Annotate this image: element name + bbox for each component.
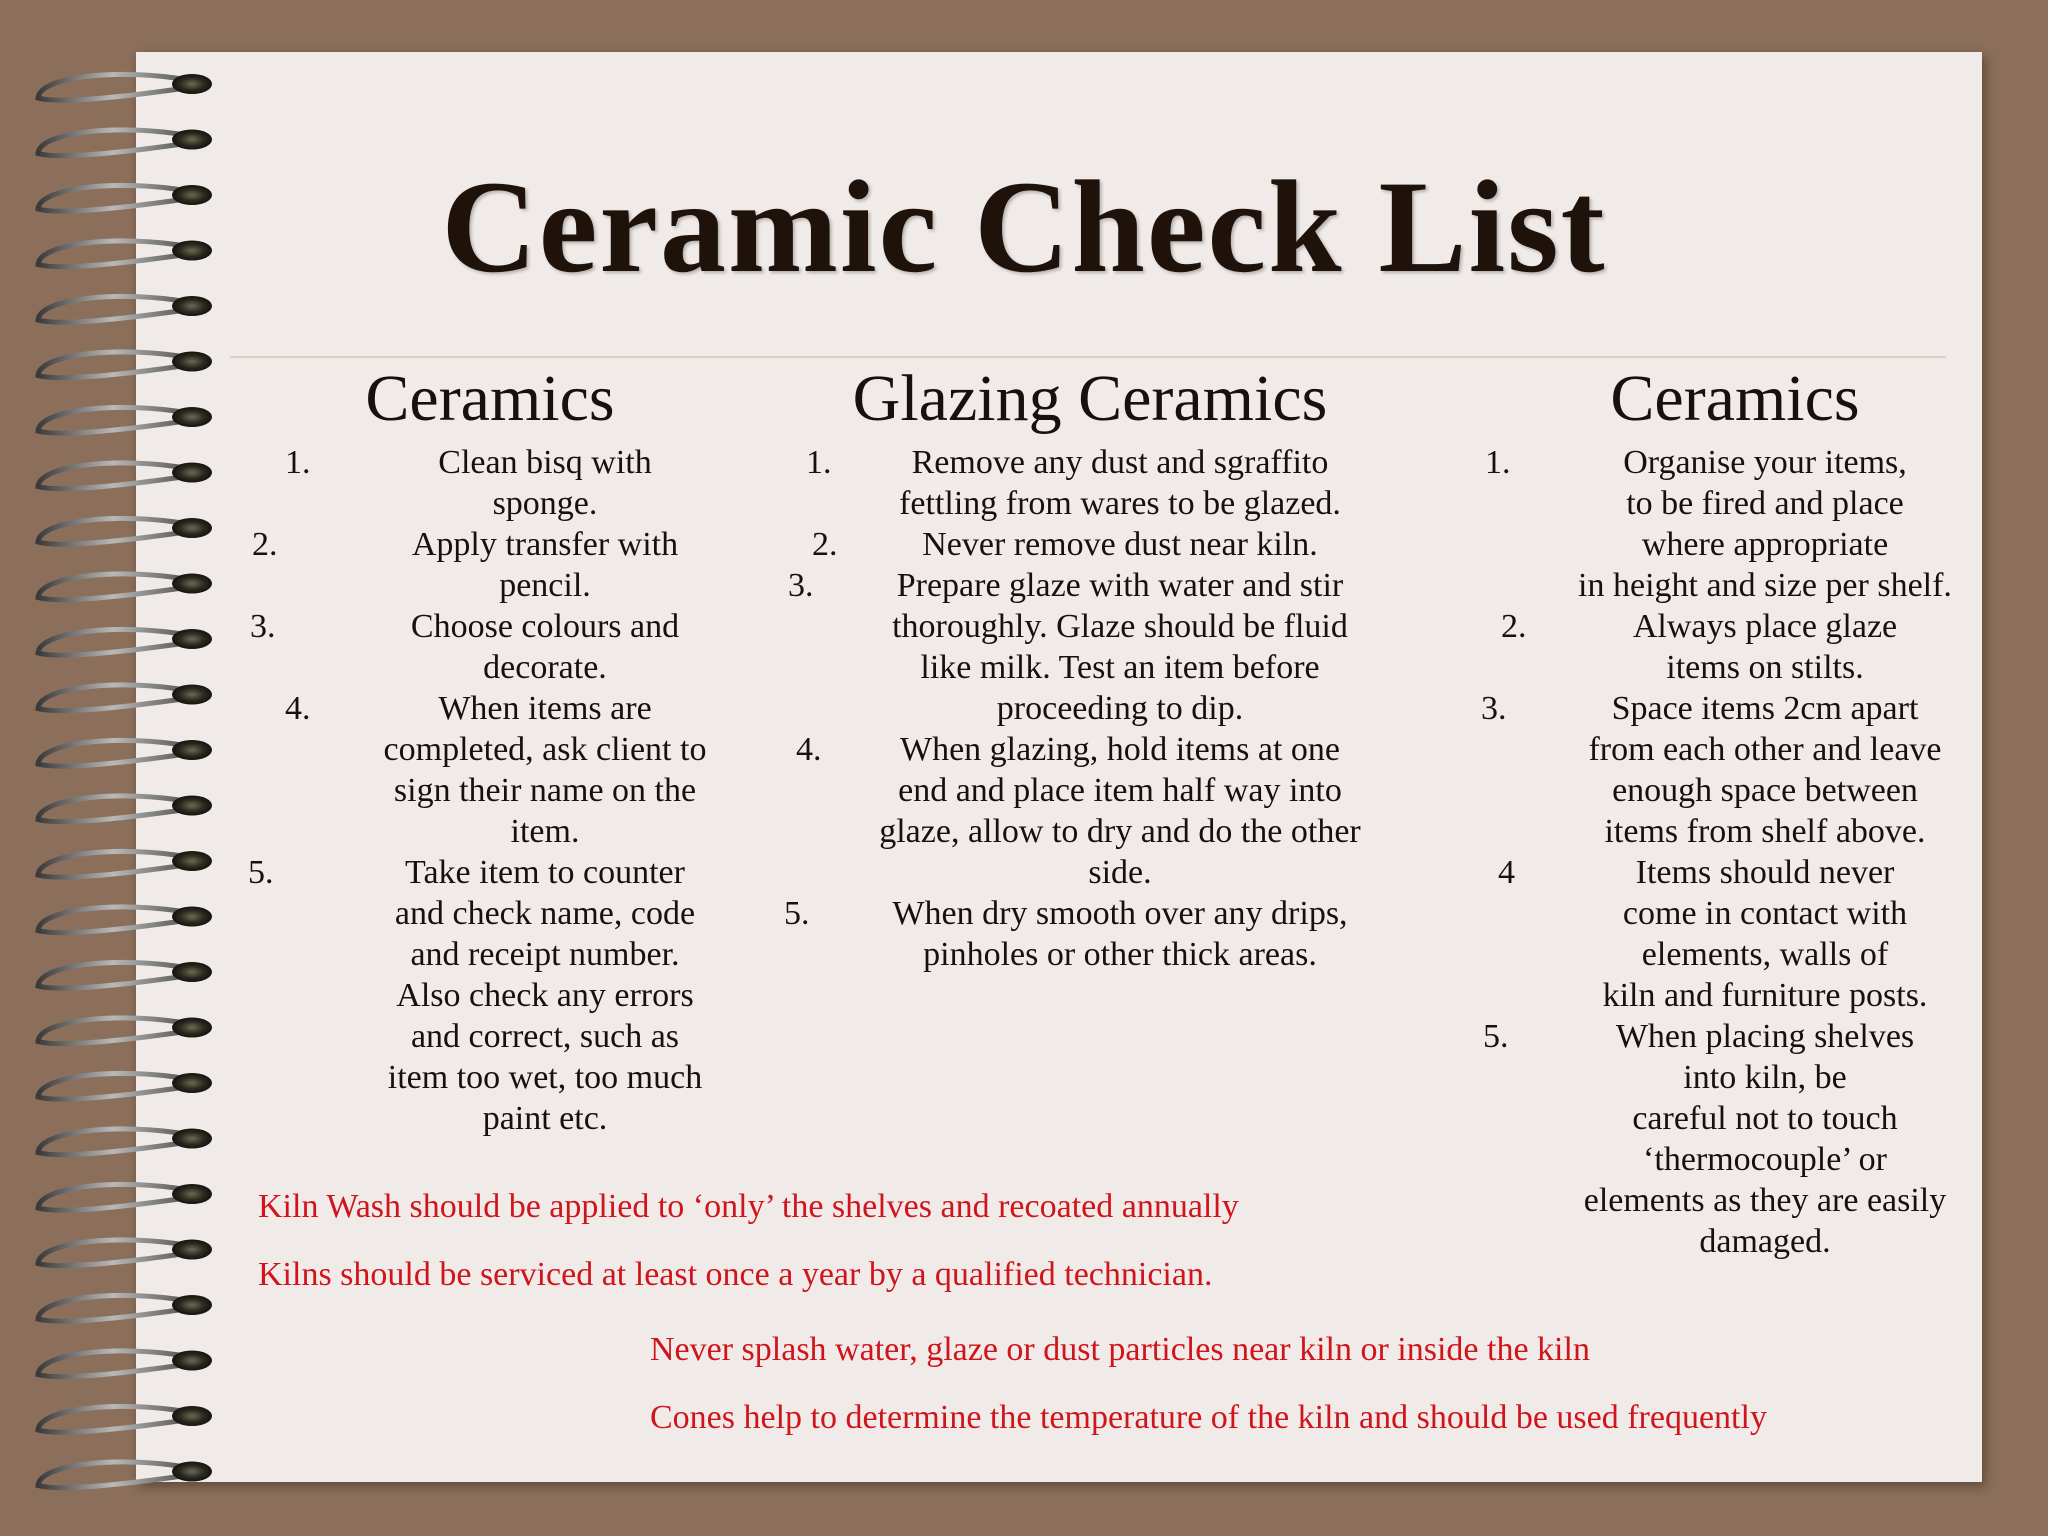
binding-hole xyxy=(172,1240,212,1260)
checklist xyxy=(1465,442,1985,1262)
binding-hole xyxy=(172,1129,212,1149)
column-ceramics-2 xyxy=(1465,356,1985,1262)
spiral-ring xyxy=(38,740,188,766)
item-text: Always place glaze items on stilts. xyxy=(1632,608,1898,686)
item-number: 3. xyxy=(1481,690,1507,727)
item-number: 1. xyxy=(1485,444,1511,481)
list-item xyxy=(1465,1016,1985,1262)
checklist xyxy=(760,442,1380,975)
spiral-ring xyxy=(38,518,188,544)
binding-hole xyxy=(172,1351,212,1371)
binding-hole xyxy=(172,962,212,982)
binding-hole xyxy=(172,463,212,483)
spiral-ring xyxy=(38,463,188,489)
column-ceramics-1 xyxy=(230,356,750,1139)
spiral-ring xyxy=(38,1295,188,1321)
spiral-ring xyxy=(38,685,188,711)
item-number: 4. xyxy=(796,731,822,768)
item-text: When glazing, hold items at one end and place item half way into glaze, allow to dry and do the other side. xyxy=(879,731,1361,891)
binding-hole xyxy=(172,1184,212,1204)
spiral-ring xyxy=(38,1240,188,1266)
spiral-ring xyxy=(38,574,188,600)
list-item xyxy=(760,565,1380,729)
item-text: Remove any dust and sgraffito fettling from wares to be glazed. xyxy=(899,444,1341,522)
list-item xyxy=(760,893,1380,975)
item-text: Never remove dust near kiln. xyxy=(922,526,1318,563)
column-heading: Glazing Ceramics xyxy=(852,362,1328,435)
note-kiln-service: Kilns should be serviced at least once a year by a qualified technician. xyxy=(258,1256,1213,1293)
list-item xyxy=(230,852,750,1139)
binding-hole xyxy=(172,796,212,816)
item-number: 1. xyxy=(285,444,311,481)
column-heading: Ceramics xyxy=(365,362,615,435)
binding-hole xyxy=(172,1018,212,1038)
binding-hole xyxy=(172,1073,212,1093)
list-item xyxy=(760,729,1380,893)
spiral-ring xyxy=(38,74,188,100)
item-number: 4. xyxy=(285,690,311,727)
binding-hole xyxy=(172,740,212,760)
checklist xyxy=(230,442,750,1139)
item-number: 5. xyxy=(248,854,274,891)
binding-hole xyxy=(172,1406,212,1426)
spiral-ring xyxy=(38,1073,188,1099)
item-text: Apply transfer with pencil. xyxy=(411,526,679,604)
list-item xyxy=(1465,688,1985,852)
item-text: When placing shelves into kiln, be careful not to touch ‘thermocouple’ or elements as they are easily damaged. xyxy=(1583,1018,1947,1260)
item-number: 2. xyxy=(252,526,278,563)
item-text: Clean bisq with sponge. xyxy=(438,444,652,522)
list-item xyxy=(230,442,750,524)
list-item xyxy=(230,606,750,688)
note-no-splash: Never splash water, glaze or dust particles near kiln or inside the kiln xyxy=(650,1331,1590,1368)
binding-hole xyxy=(172,629,212,649)
spiral-ring xyxy=(38,1351,188,1377)
binding-hole xyxy=(172,352,212,372)
spiral-ring xyxy=(38,1018,188,1044)
spiral-ring xyxy=(38,1129,188,1155)
binding-hole xyxy=(172,851,212,871)
note-cones: Cones help to determine the temperature of the kiln and should be used frequently xyxy=(650,1399,1767,1436)
spiral-ring xyxy=(38,962,188,988)
list-item xyxy=(1465,852,1985,1016)
binding-hole xyxy=(172,74,212,94)
item-text: Take item to counter and check name, code and receipt number. Also check any errors and correct, such as item too wet, too much paint etc. xyxy=(387,854,703,1137)
spiral-ring xyxy=(38,1406,188,1432)
list-item xyxy=(760,524,1380,565)
list-item xyxy=(1465,442,1985,606)
item-number: 2. xyxy=(1501,608,1527,645)
item-number: 5. xyxy=(1483,1018,1509,1055)
item-number: 5. xyxy=(784,895,810,932)
spiral-ring xyxy=(38,1184,188,1210)
page-title: Ceramic Check List xyxy=(441,153,1607,300)
column-heading: Ceramics xyxy=(1610,362,1860,435)
item-text: Organise your items, to be fired and place where appropriate in height and size per shelf. xyxy=(1578,444,1952,604)
spiral-ring xyxy=(38,1462,188,1488)
spiral-ring xyxy=(38,907,188,933)
item-text: Items should never come in contact with elements, walls of kiln and furniture posts. xyxy=(1602,854,1928,1014)
spiral-ring xyxy=(38,796,188,822)
binding-hole xyxy=(172,130,212,150)
binding-hole xyxy=(172,1295,212,1315)
item-text: Choose colours and decorate. xyxy=(410,608,680,686)
spiral-ring xyxy=(38,407,188,433)
item-text: When items are completed, ask client to sign their name on the item. xyxy=(383,690,707,850)
item-number: 4 xyxy=(1498,854,1515,891)
binding-hole xyxy=(172,574,212,594)
item-text: When dry smooth over any drips, pinholes or other thick areas. xyxy=(892,895,1348,973)
list-item xyxy=(230,524,750,606)
binding-hole xyxy=(172,685,212,705)
item-number: 3. xyxy=(788,567,814,604)
list-item xyxy=(1465,606,1985,688)
note-kiln-wash: Kiln Wash should be applied to ‘only’ the shelves and recoated annually xyxy=(258,1188,1239,1225)
binding-hole xyxy=(172,407,212,427)
item-text: Space items 2cm apart from each other and leave enough space between items from shelf above. xyxy=(1588,690,1942,850)
spiral-ring xyxy=(38,851,188,877)
item-number: 3. xyxy=(250,608,276,645)
list-item xyxy=(230,688,750,852)
item-text: Prepare glaze with water and stir thoroughly. Glaze should be fluid like milk. Test an item before proceeding to dip. xyxy=(892,567,1348,727)
binding-hole xyxy=(172,518,212,538)
binding-hole xyxy=(172,1462,212,1482)
spiral-ring xyxy=(38,629,188,655)
item-number: 2. xyxy=(812,526,838,563)
item-number: 1. xyxy=(806,444,832,481)
column-glazing-ceramics xyxy=(760,356,1380,975)
spiral-ring xyxy=(38,352,188,378)
binding-hole xyxy=(172,907,212,927)
list-item xyxy=(760,442,1380,524)
